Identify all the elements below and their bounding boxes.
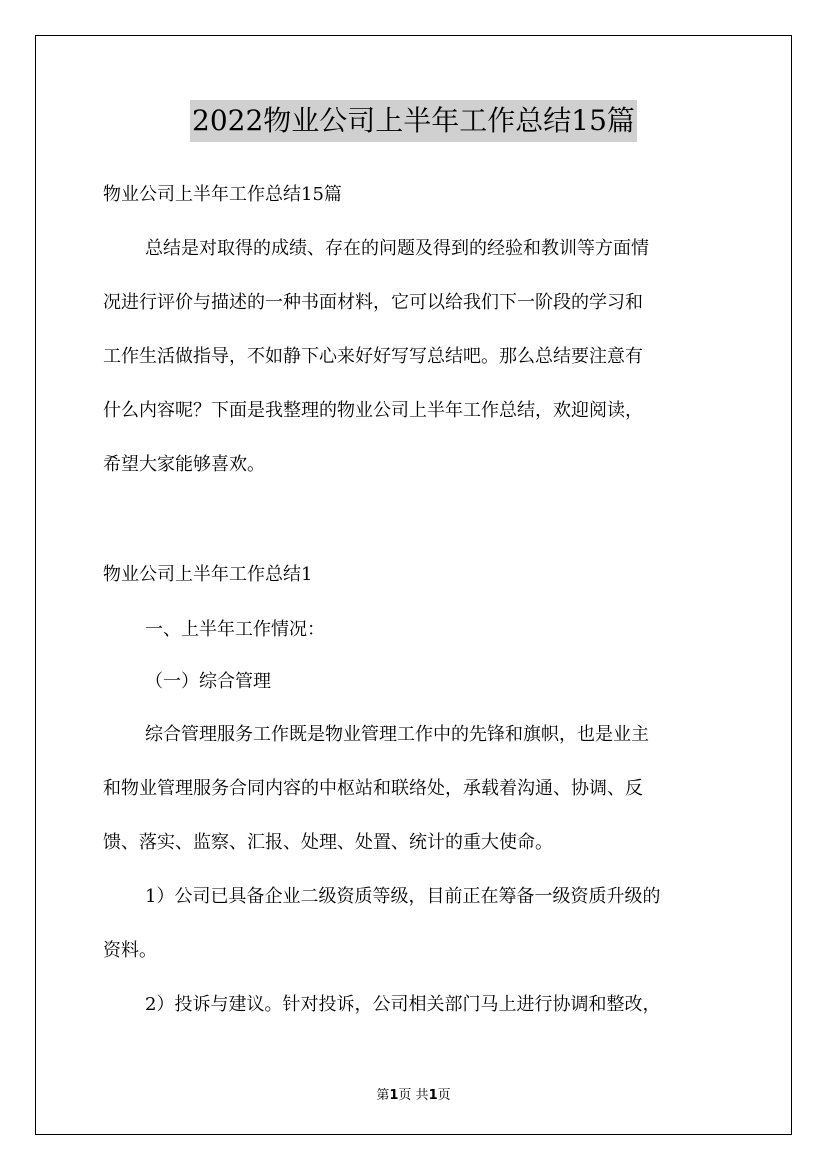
footer-text: 第 — [376, 1088, 390, 1103]
paragraph-line: 希望大家能够喜欢。 — [103, 454, 265, 475]
paragraph-line: 2）投诉与建议。针对投诉，公司相关部门马上进行协调和整改， — [145, 994, 661, 1015]
document-title: 2022物业公司上半年工作总结15篇 — [190, 100, 637, 142]
page-current: 1 — [389, 1088, 399, 1103]
paragraph-line: 什么内容呢？下面是我整理的物业公司上半年工作总结，欢迎阅读， — [103, 400, 643, 421]
title-wrap — [0, 100, 827, 142]
footer-text: 页 共 — [398, 1088, 429, 1103]
page-total: 1 — [428, 1088, 438, 1103]
section-heading: 物业公司上半年工作总结1 — [103, 564, 313, 585]
subsection-heading: 一、上半年工作情况： — [145, 619, 325, 640]
paragraph-line: 馈、落实、监察、汇报、处理、处置、统计的重大使命。 — [103, 832, 553, 853]
paragraph-line: 综合管理服务工作既是物业管理工作中的先锋和旗帜，也是业主 — [145, 724, 649, 745]
footer-text: 页 — [437, 1088, 451, 1103]
paragraph-line: 资料。 — [103, 940, 157, 961]
paragraph-line: 工作生活做指导，不如静下心来好好写写总结吧。那么总结要注意有 — [103, 346, 643, 367]
paragraph-line: 总结是对取得的成绩、存在的问题及得到的经验和教训等方面情 — [145, 238, 649, 259]
paragraph-line: 1）公司已具备企业二级资质等级，目前正在筹备一级资质升级的 — [145, 886, 661, 907]
subsection-heading: （一）综合管理 — [145, 671, 271, 692]
page-footer — [0, 1084, 827, 1103]
subtitle-line: 物业公司上半年工作总结15篇 — [103, 184, 342, 205]
paragraph-line: 况进行评价与描述的一种书面材料，它可以给我们下一阶段的学习和 — [103, 292, 643, 313]
paragraph-line: 和物业管理服务合同内容的中枢站和联络处，承载着沟通、协调、反 — [103, 778, 643, 799]
